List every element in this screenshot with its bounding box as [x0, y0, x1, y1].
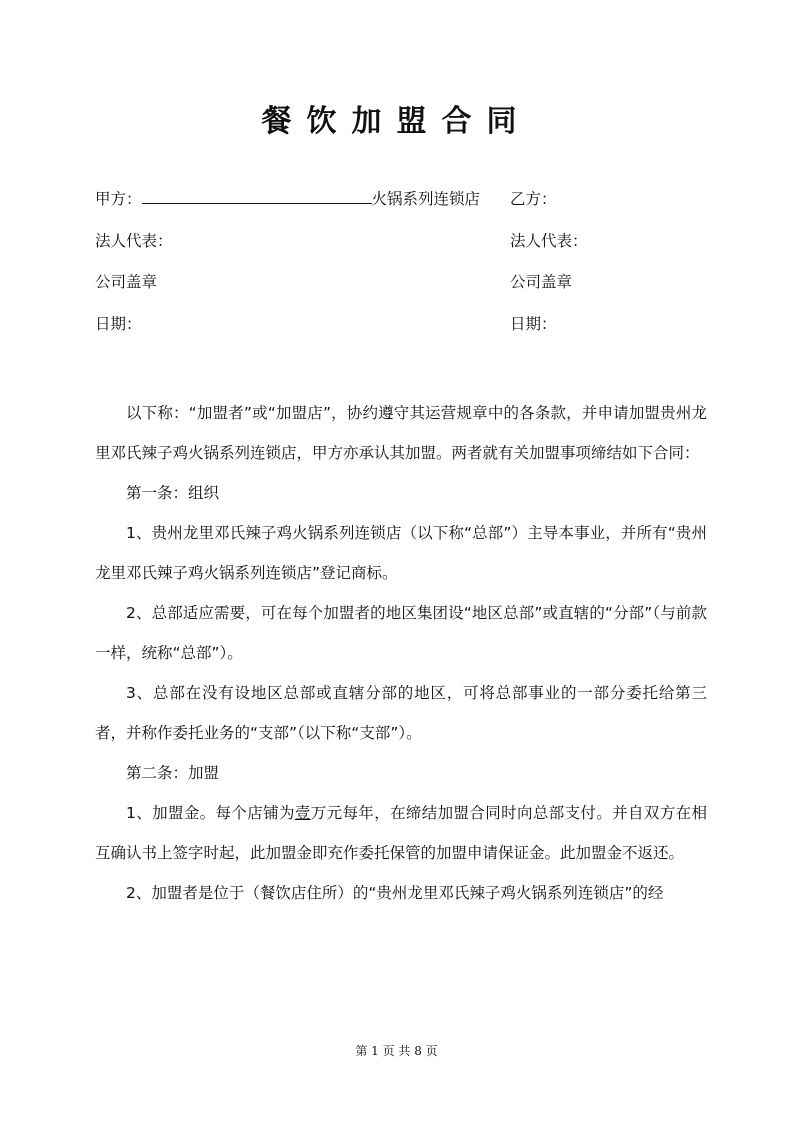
- clause-text: 万元每年，在缔结加盟合同时向总部支付。并自双方在相互确认书上签字时起，此加盟金即充作委托保管的加盟申请保证金。此加盟金不返还。: [95, 804, 707, 862]
- party-a-seal: 公司盖章: [95, 273, 158, 291]
- party-a-label: 甲方：: [95, 190, 142, 208]
- fee-amount: 壹: [294, 804, 311, 822]
- article-1-clause-2: 2、总部适应需要，可在每个加盟者的地区集团设“地区总部”或直辖的“分部”（与前款一样，统称“总部”）。: [95, 604, 707, 662]
- article-1-title: 第一条：组织: [126, 484, 220, 502]
- party-b-label: 乙方：: [510, 190, 557, 208]
- article-2-clause-1: [95, 793, 707, 873]
- party-a-rep: 法人代表：: [95, 232, 173, 250]
- party-a-date: 日期：: [95, 315, 142, 333]
- party-a-blank: [142, 189, 372, 204]
- article-2-title: 第二条：加盟: [126, 764, 220, 782]
- article-1-clause-3: 3、总部在没有设地区总部或直辖分部的地区，可将总部事业的一部分委托给第三者，并称作委托业务的“支部”（以下称“支部”）。: [95, 684, 707, 742]
- page-number: 第 1 页 共 8 页: [355, 1044, 438, 1058]
- intro-paragraph: 以下称：“加盟者”或“加盟店”，协约遵守其运营规章中的各条款，并申请加盟贵州龙里邓氏辣子鸡火锅系列连锁店，甲方亦承认其加盟。两者就有关加盟事项缔结如下合同：: [95, 404, 707, 462]
- contract-title: 餐饮加盟合同: [261, 104, 532, 139]
- party-b-rep: 法人代表：: [510, 232, 588, 250]
- contract-body: [95, 393, 707, 913]
- party-b-seal: 公司盖章: [510, 273, 573, 291]
- article-1-clause-1: 1、贵州龙里邓氏辣子鸡火锅系列连锁店（以下称“总部”）主导本事业，并所有“贵州龙里邓氏辣子鸡火锅系列连锁店”登记商标。: [95, 524, 707, 582]
- party-b-date: 日期：: [510, 315, 557, 333]
- party-a-line: [95, 189, 480, 209]
- party-a-suffix: 火锅系列连锁店: [371, 190, 481, 208]
- clause-text: 1、加盟金。每个店铺为: [126, 804, 295, 822]
- article-2-clause-2: 2、加盟者是位于（餐饮店住所）的“贵州龙里邓氏辣子鸡火锅系列连锁店”的经: [126, 884, 664, 902]
